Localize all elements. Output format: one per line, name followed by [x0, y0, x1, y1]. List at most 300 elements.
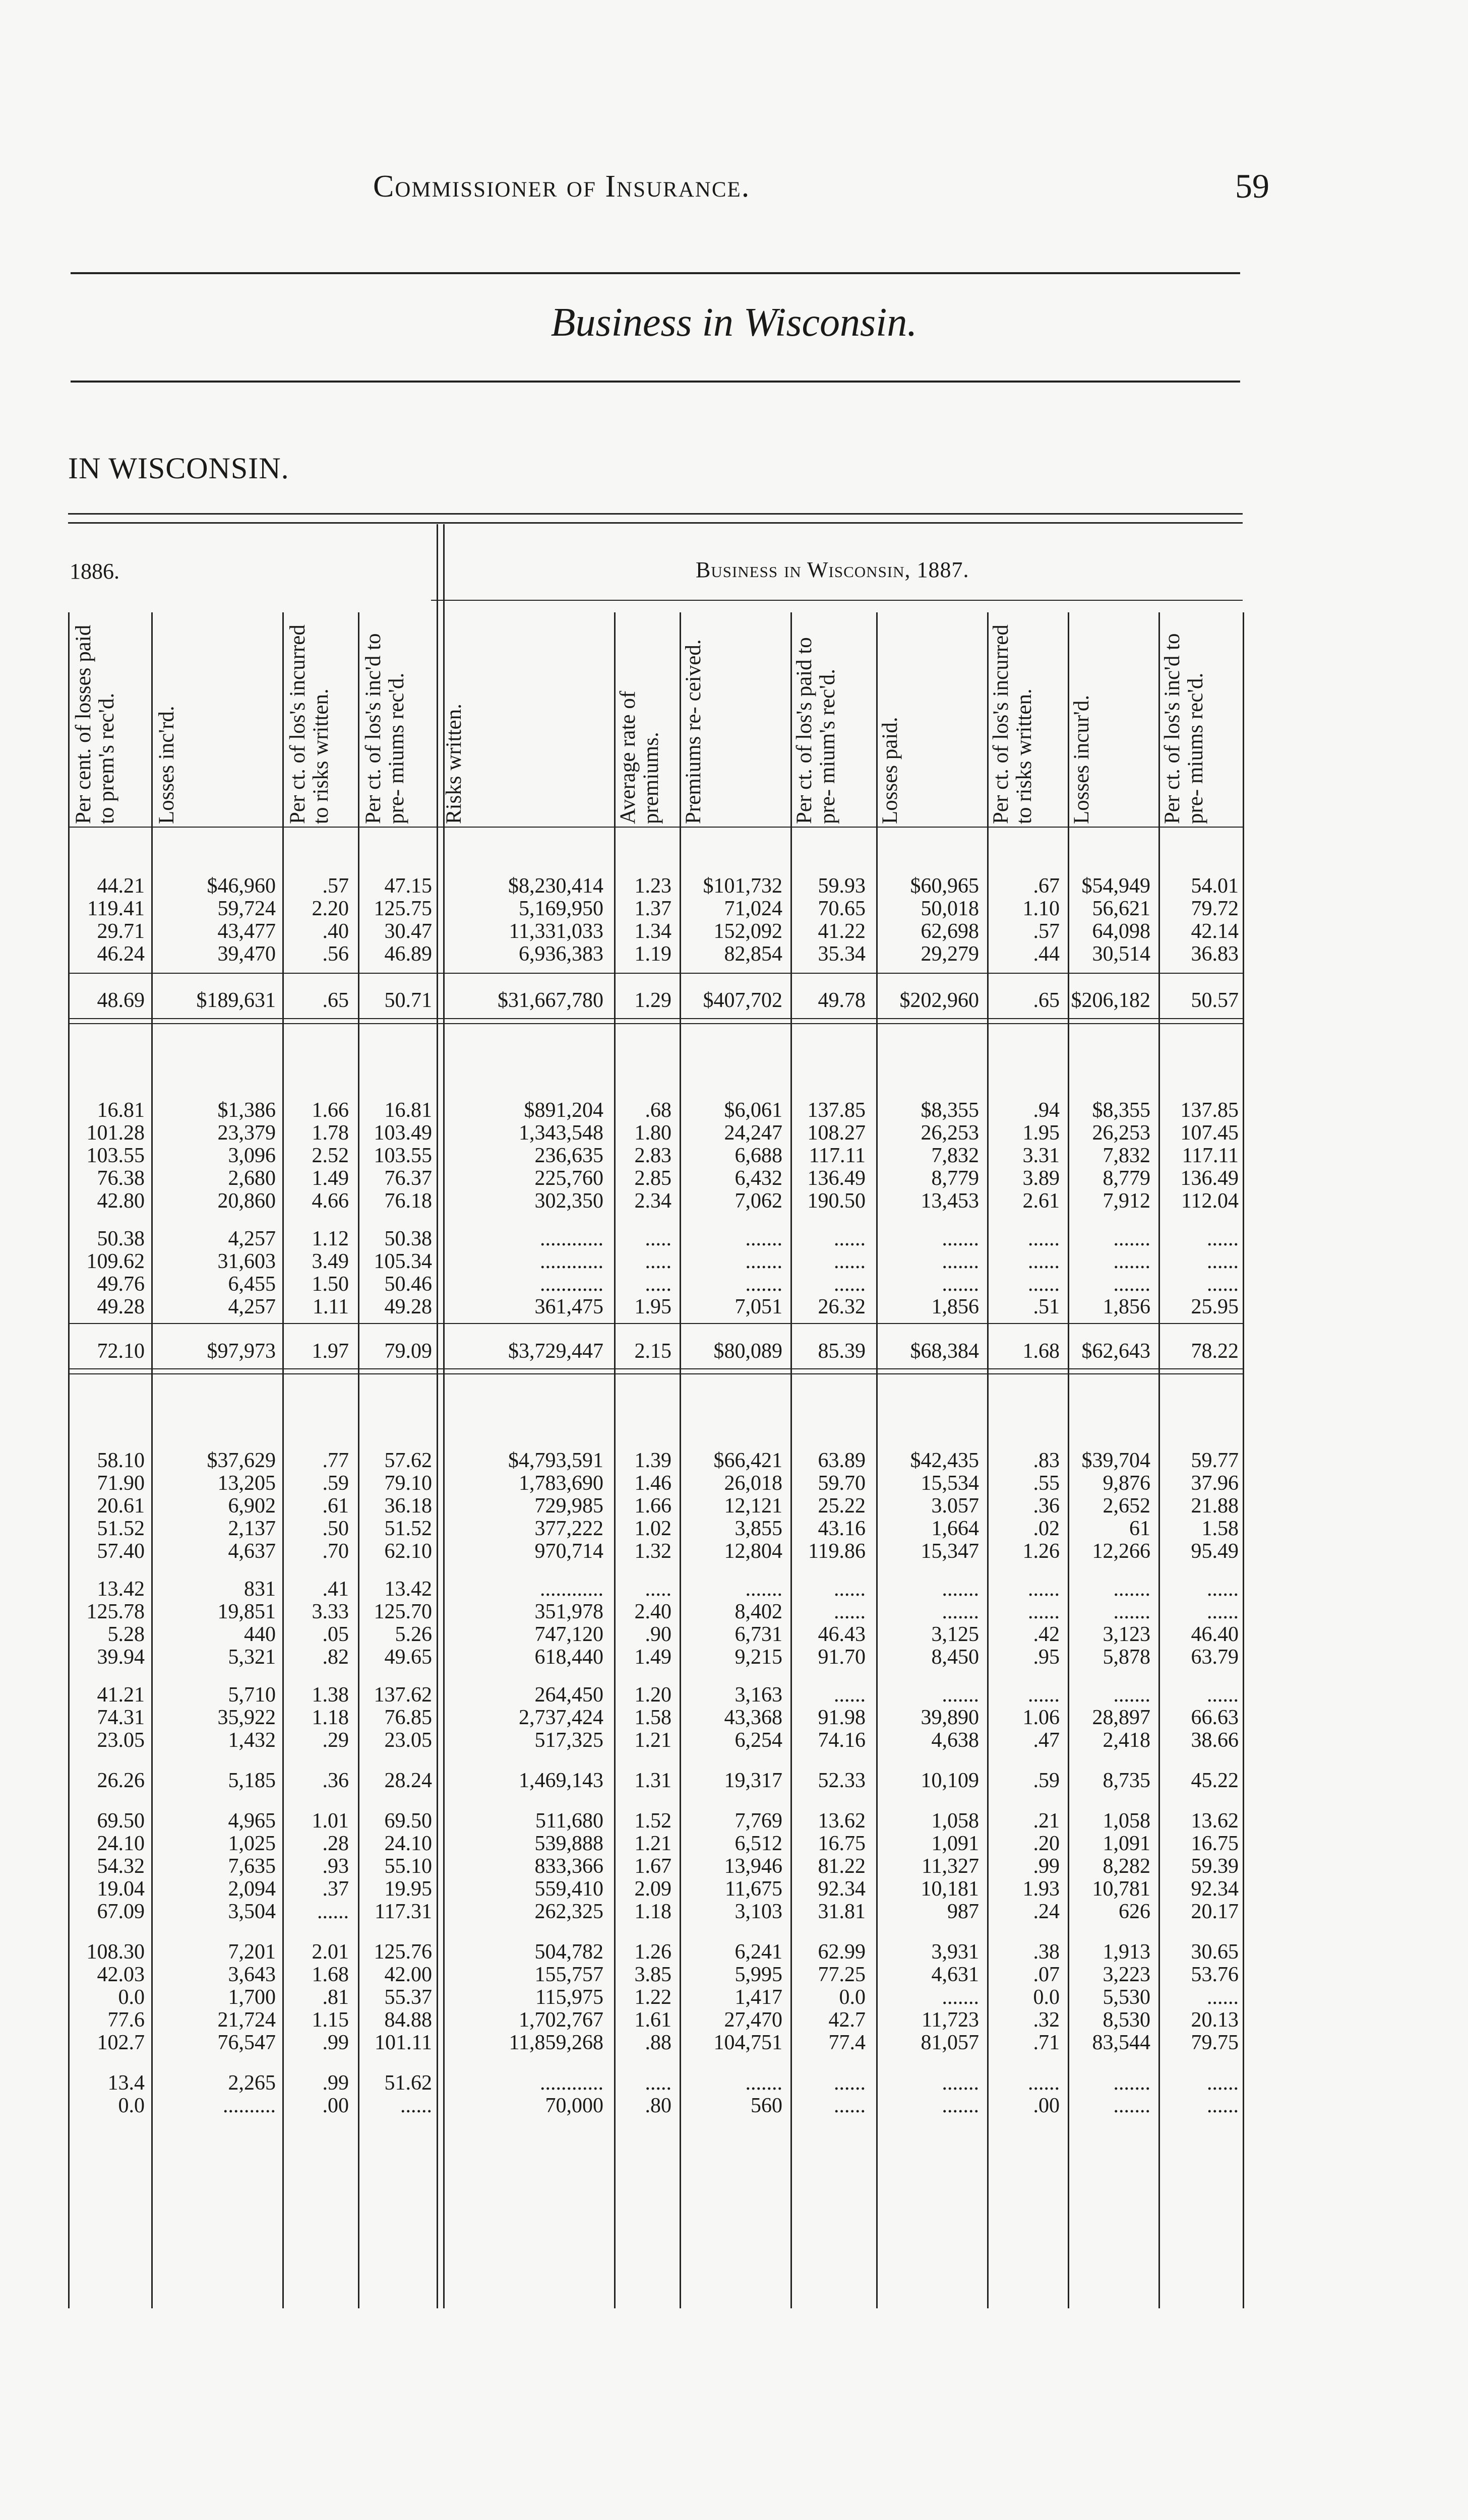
table-cell: 1,058	[1103, 1809, 1150, 1833]
table-cell: 13.42	[384, 1578, 432, 1601]
table-cell: 3,125	[931, 1623, 979, 1646]
table-cell: $202,960	[899, 989, 979, 1012]
table-cell: 7,832	[931, 1144, 979, 1167]
table-cell: 1,856	[931, 1295, 979, 1318]
column-header-c1886_losses	[151, 612, 280, 824]
table-cell: 190.50	[807, 1189, 866, 1213]
table-cell: 8,779	[931, 1167, 979, 1190]
table-cell: 43,477	[217, 920, 276, 943]
table-cell: 2,094	[228, 1877, 276, 1901]
table-cell: $189,631	[196, 989, 276, 1012]
table-cell: 43,368	[724, 1706, 782, 1729]
table-cell: 4.66	[312, 1189, 349, 1213]
table-cell: 56,621	[1092, 897, 1150, 920]
table-cell: 19,317	[724, 1769, 782, 1792]
table-cell: ..........	[223, 2094, 276, 2117]
table-cell: ......	[400, 2094, 432, 2117]
total-rule-below	[68, 1373, 1243, 1374]
table-cell: 1.61	[634, 2008, 671, 2032]
table-cell: 58.10	[97, 1449, 145, 1472]
table-cell: 125.76	[374, 1940, 432, 1964]
table-cell: 8,450	[931, 1646, 979, 1669]
table-cell: .65	[1033, 989, 1060, 1012]
table-cell: .......	[942, 2071, 979, 2095]
table-cell: 76.37	[384, 1167, 432, 1190]
table-cell: .......	[1113, 2071, 1150, 2095]
table-cell: 10,181	[921, 1877, 979, 1901]
table-cell: .56	[322, 942, 349, 966]
table-cell: .38	[1033, 1940, 1060, 1964]
table-cell: ............	[540, 2071, 603, 2095]
table-cell: .88	[645, 2031, 671, 2054]
table-cell: .24	[1033, 1900, 1060, 1923]
table-cell: 1.18	[634, 1900, 671, 1923]
table-cell: 987	[947, 1900, 979, 1923]
table-cell: 1,664	[931, 1517, 979, 1540]
table-cell: 20.17	[1191, 1900, 1239, 1923]
table-cell: 24.10	[384, 1832, 432, 1855]
table-cell: 30.47	[384, 920, 432, 943]
table-cell: 77.4	[828, 2031, 866, 2054]
table-cell: 1,025	[228, 1832, 276, 1855]
table-cell: 11,331,033	[509, 920, 603, 943]
table-cell: 79.10	[384, 1472, 432, 1495]
table-cell: 511,680	[535, 1809, 603, 1833]
table-cell: 77.25	[818, 1963, 866, 1986]
table-cell: 50.38	[384, 1227, 432, 1250]
table-cell: 1.21	[634, 1729, 671, 1752]
table-cell: 78.22	[1191, 1340, 1239, 1363]
table-cell: 53.76	[1191, 1963, 1239, 1986]
table-cell: 1.26	[634, 1940, 671, 1964]
table-cell: .21	[1033, 1809, 1060, 1833]
table-cell: 0.0	[118, 1986, 145, 2009]
table-cell: 8,402	[735, 1600, 782, 1623]
table-cell: 20.13	[1191, 2008, 1239, 2032]
table-cell: 62.10	[384, 1540, 432, 1563]
table-cell: 1.46	[634, 1472, 671, 1495]
table-cell: .....	[645, 2071, 671, 2095]
table-cell: 3,103	[735, 1900, 782, 1923]
table-cell: 36.83	[1191, 942, 1239, 966]
table-cell: 539,888	[534, 1832, 603, 1855]
table-cell: .99	[1033, 1855, 1060, 1878]
table-cell: 6,936,383	[519, 942, 603, 966]
table-cell: 70,000	[545, 2094, 603, 2117]
table-cell: 9,215	[735, 1646, 782, 1669]
table-cell: 1.19	[634, 942, 671, 966]
table-cell: .67	[1033, 874, 1060, 898]
table-cell: 59.39	[1191, 1855, 1239, 1878]
table-cell: .......	[745, 1250, 782, 1273]
table-cell: .......	[942, 1683, 979, 1707]
table-cell: .50	[322, 1517, 349, 1540]
table-cell: $8,355	[921, 1099, 979, 1122]
table-cell: 35,922	[217, 1706, 276, 1729]
table-cell: 5.28	[107, 1623, 145, 1646]
table-cell: 833,366	[534, 1855, 603, 1878]
rule-1887-heading	[431, 600, 1243, 601]
table-cell: 117.31	[375, 1900, 432, 1923]
table-cell: 13.42	[97, 1578, 145, 1601]
table-cell: 0.0	[839, 1986, 866, 2009]
table-cell: 1.20	[634, 1683, 671, 1707]
table-cell: 11,327	[922, 1855, 979, 1878]
table-cell: 7,912	[1103, 1189, 1150, 1213]
table-cell: 27,470	[724, 2008, 782, 2032]
table-cell: 12,121	[724, 1494, 782, 1518]
table-cell: $1,386	[217, 1099, 276, 1122]
table-cell: 42.80	[97, 1189, 145, 1213]
table-cell: 5,710	[228, 1683, 276, 1707]
table-cell: .00	[1033, 2094, 1060, 2117]
table-cell: .68	[645, 1099, 671, 1122]
table-cell: 2.40	[634, 1600, 671, 1623]
table-cell: 1.12	[312, 1227, 349, 1250]
table-cell: 102.7	[97, 2031, 145, 2054]
table-cell: ......	[1028, 1273, 1060, 1296]
table-cell: 16.81	[97, 1099, 145, 1122]
column-header-label: Average rate of premiums.	[616, 690, 663, 824]
table-cell: 50.57	[1191, 989, 1239, 1012]
table-cell: ......	[834, 1683, 866, 1707]
table-cell: 49.65	[384, 1646, 432, 1669]
table-cell: 1.66	[634, 1494, 671, 1518]
table-cell: .....	[645, 1273, 671, 1296]
table-cell: ......	[1207, 1273, 1239, 1296]
table-cell: 28,897	[1092, 1706, 1150, 1729]
table-cell: 26,253	[921, 1121, 979, 1145]
table-cell: $62,643	[1081, 1340, 1150, 1363]
table-cell: ......	[1028, 1227, 1060, 1250]
rule-table-top-2	[68, 522, 1243, 524]
table-cell: 103.49	[374, 1121, 432, 1145]
table-cell: 11,675	[725, 1877, 782, 1901]
table-cell: 1.31	[634, 1769, 671, 1792]
column-header-label: Per ct. of los's paid to pre- mium's rec'd.	[792, 637, 839, 824]
table-cell: .......	[745, 1227, 782, 1250]
table-cell: 8,735	[1103, 1769, 1150, 1792]
table-cell: 137.85	[807, 1099, 866, 1122]
table-cell: 108.27	[807, 1121, 866, 1145]
table-cell: ......	[1207, 1227, 1239, 1250]
table-cell: 1.11	[313, 1295, 349, 1318]
table-cell: 6,731	[735, 1623, 782, 1646]
column-header-label: Per cent. of losses paid to prem's rec'd.	[72, 624, 118, 824]
rule-below-title	[71, 381, 1240, 383]
table-cell: 30,514	[1092, 942, 1150, 966]
table-cell: ......	[834, 1600, 866, 1623]
table-cell: 24,247	[724, 1121, 782, 1145]
table-cell: .......	[1113, 1600, 1150, 1623]
table-cell: .95	[1033, 1646, 1060, 1669]
table-cell: 1,432	[228, 1729, 276, 1752]
table-cell: 119.86	[808, 1540, 866, 1563]
table-cell: 970,714	[534, 1540, 603, 1563]
table-cell: 1.29	[634, 989, 671, 1012]
table-cell: 104,751	[713, 2031, 782, 2054]
table-cell: 50.38	[97, 1227, 145, 1250]
table-cell: 76.85	[384, 1706, 432, 1729]
table-cell: 4,631	[931, 1963, 979, 1986]
table-cell: 1.68	[312, 1963, 349, 1986]
table-cell: 559,410	[534, 1877, 603, 1901]
table-cell: 31,603	[217, 1250, 276, 1273]
table-cell: 91.98	[818, 1706, 866, 1729]
table-cell: 2.15	[634, 1340, 671, 1363]
table-cell: 8,282	[1103, 1855, 1150, 1878]
table-cell: 85.39	[818, 1340, 866, 1363]
table-cell: 29.71	[97, 920, 145, 943]
table-cell: .82	[322, 1646, 349, 1669]
table-cell: 3.33	[312, 1600, 349, 1623]
table-cell: 7,832	[1103, 1144, 1150, 1167]
table-cell: 15,347	[921, 1540, 979, 1563]
table-cell: .....	[645, 1250, 671, 1273]
table-cell: 7,201	[228, 1940, 276, 1964]
table-cell: 23,379	[217, 1121, 276, 1145]
table-cell: 12,804	[724, 1540, 782, 1563]
column-header-losses_incurred	[1066, 612, 1154, 824]
table-cell: 8,530	[1103, 2008, 1150, 2032]
table-cell: 55.37	[384, 1986, 432, 2009]
column-header-losses_paid	[875, 612, 983, 824]
table-cell: 1.67	[634, 1855, 671, 1878]
table-cell: 59,724	[217, 897, 276, 920]
table-cell: 62,698	[921, 920, 979, 943]
table-cell: 5,169,950	[519, 897, 603, 920]
table-cell: .00	[322, 2094, 349, 2117]
column-header-label: Losses inc'rd.	[155, 706, 178, 824]
column-header-pct_prem	[1157, 612, 1243, 824]
table-cell: 84.88	[384, 2008, 432, 2032]
table-cell: 21.88	[1191, 1494, 1239, 1518]
table-cell: .40	[322, 920, 349, 943]
table-cell: 1.26	[1022, 1540, 1060, 1563]
table-cell: 43.16	[818, 1517, 866, 1540]
table-cell: ......	[1028, 2071, 1060, 2095]
table-cell: 125.70	[374, 1600, 432, 1623]
table-cell: 25.22	[818, 1494, 866, 1518]
table-cell: .20	[1033, 1832, 1060, 1855]
table-cell: .......	[942, 1273, 979, 1296]
table-cell: 136.49	[1180, 1167, 1239, 1190]
table-cell: 3,123	[1103, 1623, 1150, 1646]
table-cell: 4,638	[931, 1729, 979, 1752]
total-rule-above	[68, 1323, 1243, 1324]
column-header-label: Per ct. of los's incurred to risks written.	[989, 624, 1036, 824]
table-cell: 4,257	[228, 1295, 276, 1318]
table-cell: 361,475	[534, 1295, 603, 1318]
section-title: Business in Wisconsin.	[550, 300, 918, 345]
year-1887-heading: Business in Wisconsin, 1887.	[696, 557, 969, 582]
table-cell: 3,096	[228, 1144, 276, 1167]
table-cell: .07	[1033, 1963, 1060, 1986]
table-cell: 4,257	[228, 1227, 276, 1250]
table-cell: 1.38	[312, 1683, 349, 1707]
table-cell: 5,878	[1103, 1646, 1150, 1669]
table-cell: .......	[942, 2094, 979, 2117]
table-cell: ......	[834, 1227, 866, 1250]
table-cell: 2.09	[634, 1877, 671, 1901]
table-cell: 7,769	[735, 1809, 782, 1833]
table-cell: .90	[645, 1623, 671, 1646]
table-cell: 2.61	[1022, 1189, 1060, 1213]
table-cell: 1.78	[312, 1121, 349, 1145]
table-cell: 1.37	[634, 897, 671, 920]
table-cell: 51.52	[384, 1517, 432, 1540]
table-cell: 54.32	[97, 1855, 145, 1878]
table-cell: 115,975	[535, 1986, 603, 2009]
column-header-c1886_pct_paid	[68, 612, 149, 824]
table-cell: 11,723	[922, 2008, 979, 2032]
table-cell: ............	[540, 1273, 603, 1296]
table-cell: 137.85	[1180, 1099, 1239, 1122]
table-cell: 62.99	[818, 1940, 866, 1964]
table-cell: 44.21	[97, 874, 145, 898]
table-cell: 13.4	[107, 2071, 145, 2095]
table-cell: .......	[942, 1986, 979, 2009]
table-cell: .65	[322, 989, 349, 1012]
column-header-rate	[613, 612, 676, 824]
table-cell: 79.09	[384, 1340, 432, 1363]
column-header-label: Losses incur'd.	[1070, 695, 1093, 824]
table-cell: 42.00	[384, 1963, 432, 1986]
table-cell: 16.75	[818, 1832, 866, 1855]
table-cell: 51.52	[97, 1517, 145, 1540]
table-cell: 15,534	[921, 1472, 979, 1495]
table-cell: 42.14	[1191, 920, 1239, 943]
table-cell: 747,120	[534, 1623, 603, 1646]
table-cell: 71.90	[97, 1472, 145, 1495]
table-cell: .47	[1033, 1729, 1060, 1752]
table-cell: 13,946	[724, 1855, 782, 1878]
table-cell: 1,091	[931, 1832, 979, 1855]
table-cell: 377,222	[534, 1517, 603, 1540]
table-cell: ......	[1028, 1683, 1060, 1707]
table-cell: .....	[645, 1578, 671, 1601]
table-cell: ......	[834, 1273, 866, 1296]
table-cell: 79.72	[1191, 897, 1239, 920]
table-cell: 49.76	[97, 1273, 145, 1296]
table-cell: 31.81	[818, 1900, 866, 1923]
table-cell: .36	[322, 1769, 349, 1792]
table-cell: 74.16	[818, 1729, 866, 1752]
table-cell: 5,321	[228, 1646, 276, 1669]
table-cell: 63.79	[1191, 1646, 1239, 1669]
table-cell: 3.85	[634, 1963, 671, 1986]
table-cell: ............	[540, 1250, 603, 1273]
table-cell: ......	[834, 1250, 866, 1273]
table-cell: 3,855	[735, 1517, 782, 1540]
table-cell: 1.23	[634, 874, 671, 898]
table-cell: 2.85	[634, 1167, 671, 1190]
table-cell: 13.62	[1191, 1809, 1239, 1833]
table-cell: 1.49	[312, 1167, 349, 1190]
table-cell: .44	[1033, 942, 1060, 966]
table-cell: 155,757	[534, 1963, 603, 1986]
table-cell: 2,652	[1103, 1494, 1150, 1518]
table-cell: 103.55	[86, 1144, 145, 1167]
table-cell: 6,254	[735, 1729, 782, 1752]
table-cell: 2.83	[634, 1144, 671, 1167]
table-cell: 30.65	[1191, 1940, 1239, 1964]
table-cell: .77	[322, 1449, 349, 1472]
table-cell: ......	[1207, 1986, 1239, 2009]
table-cell: 103.55	[374, 1144, 432, 1167]
table-cell: 70.65	[818, 897, 866, 920]
table-cell: 69.50	[97, 1809, 145, 1833]
table-cell: 1.80	[634, 1121, 671, 1145]
table-cell: 36.18	[384, 1494, 432, 1518]
table-cell: $39,704	[1081, 1449, 1150, 1472]
table-cell: 48.69	[97, 989, 145, 1012]
table-cell: 55.10	[384, 1855, 432, 1878]
table-cell: 517,325	[534, 1729, 603, 1752]
table-cell: 5,185	[228, 1769, 276, 1792]
table-cell: 1,343,548	[519, 1121, 603, 1145]
table-cell: 1.34	[634, 920, 671, 943]
table-cell: 5,995	[735, 1963, 782, 1986]
table-cell: .......	[745, 2071, 782, 2095]
table-cell: 19,851	[217, 1600, 276, 1623]
table-cell: 236,635	[534, 1144, 603, 1167]
table-cell: 112.04	[1181, 1189, 1239, 1213]
table-cell: 1,417	[735, 1986, 782, 2009]
column-header-label: Risks written.	[442, 704, 466, 824]
table-cell: .57	[322, 874, 349, 898]
table-cell: 52.33	[818, 1769, 866, 1792]
table-cell: 105.34	[374, 1250, 432, 1273]
table-cell: 1,913	[1103, 1940, 1150, 1964]
table-cell: 1.95	[634, 1295, 671, 1318]
table-cell: 504,782	[534, 1940, 603, 1964]
running-head: Commissioner of Insurance.	[373, 169, 751, 204]
table-cell: 2.01	[312, 1940, 349, 1964]
table-cell: 42.7	[828, 2008, 866, 2032]
table-cell: 1.10	[1022, 897, 1060, 920]
table-cell: 1.21	[634, 1832, 671, 1855]
table-cell: .70	[322, 1540, 349, 1563]
table-cell: 66.63	[1191, 1706, 1239, 1729]
table-cell: $66,421	[713, 1449, 782, 1472]
table-cell: 42.03	[97, 1963, 145, 1986]
table-cell: .41	[322, 1578, 349, 1601]
rule-top	[71, 272, 1240, 274]
table-cell: 2,737,424	[519, 1706, 603, 1729]
table-cell: 264,450	[534, 1683, 603, 1707]
table-cell: 76.38	[97, 1167, 145, 1190]
table-cell: $101,732	[703, 874, 782, 898]
table-cell: ......	[1207, 1250, 1239, 1273]
table-cell: .......	[1113, 2094, 1150, 2117]
table-cell: 51.62	[384, 2071, 432, 2095]
table-cell: 91.70	[818, 1646, 866, 1669]
table-cell: 560	[751, 2094, 782, 2117]
table-cell: 1,091	[1103, 1832, 1150, 1855]
table-cell: 81.22	[818, 1855, 866, 1878]
table-cell: 37.96	[1191, 1472, 1239, 1495]
table-cell: 2.34	[634, 1189, 671, 1213]
table-cell: 8,779	[1103, 1167, 1150, 1190]
table-cell: 59.77	[1191, 1449, 1239, 1472]
table-cell: $68,384	[910, 1340, 979, 1363]
table-cell: 5.26	[395, 1623, 432, 1646]
table-cell: 49.78	[818, 989, 866, 1012]
table-cell: 729,985	[534, 1494, 603, 1518]
table-cell: .....	[645, 1227, 671, 1250]
table-cell: 46.24	[97, 942, 145, 966]
